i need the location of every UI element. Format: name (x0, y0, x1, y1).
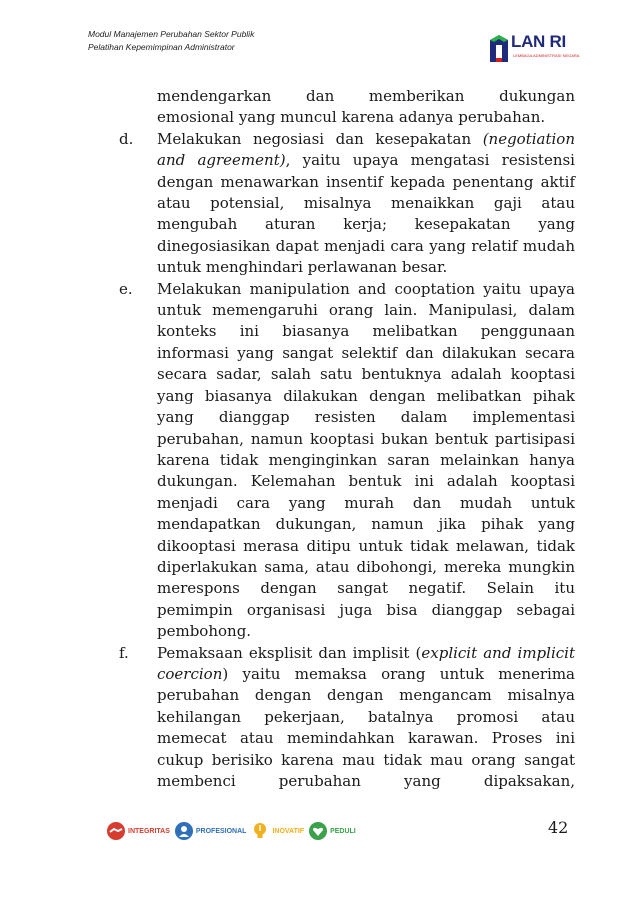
english-term: (negotiation and agreement) (157, 129, 575, 170)
care-hands-icon (308, 821, 328, 841)
body-content (119, 86, 575, 792)
header-module-title: Modul Manajemen Perubahan Sektor Publik (88, 29, 255, 39)
list-item-f (119, 643, 575, 793)
value-peduli (308, 821, 356, 841)
core-values-footer (106, 818, 356, 844)
professional-icon (174, 821, 194, 841)
value-integritas (106, 821, 170, 841)
continued-paragraph (119, 86, 575, 129)
list-marker: e. (119, 279, 133, 298)
list-item-text: Melakukan negosiasi dan kesepakatan (negotiation and agreement), yaitu upaya mengatasi resistensi dengan menawarkan insentif kepada penentang aktif atau potensial, misalnya menaikkan gaji atau mengubah aturan kerja; kesepakatan yang dinegosiasikan dapat menjadi cara yang relatif mudah untuk menghindari perlawanan besar. (157, 129, 575, 277)
list-item-text: Melakukan manipulation and cooptation yaitu upaya untuk memengaruhi orang lain. Manipulasi, dalam konteks ini biasanya melibatkan penggunaan informasi yang sangat selektif dan dilakukan secara secara sadar, salah satu bentuknya adalah kooptasi yang biasanya dilakukan dengan melibatkan pihak yang dianggap resisten dalam implementasi perubahan, namun kooptasi bukan bentuk partisipasi karena tidak menginginkan saran melainkan hanya dukungan. Kelemahan bentuk ini adalah kooptasi menjadi cara yang murah dan mudah untuk mendapatkan dukungan, namun jika pihak yang dikooptasi merasa ditipu untuk tidak melawan, tidak diperlakukan sama, atau dibohongi, mereka mungkin merespons dengan sangat negatif. Selain itu pemimpin organisasi juga bisa dianggap sebagai pembohong. (157, 279, 575, 641)
page-number: 42 (548, 818, 569, 837)
value-inovatif (250, 821, 304, 841)
value-label: PEDULI (330, 827, 356, 835)
list-item-d (119, 129, 575, 279)
running-header (88, 28, 254, 54)
handshake-icon (106, 821, 126, 841)
list-marker: f. (119, 643, 129, 662)
header-training-title: Pelatihan Kepemimpinan Administrator (88, 42, 235, 52)
continued-line-1: mendengarkan dan memberikan dukungan (157, 87, 575, 105)
value-label: PROFESIONAL (195, 827, 247, 835)
list-marker: d. (119, 129, 134, 148)
value-label: INTEGRITAS (128, 827, 170, 835)
lan-ri-logo (487, 30, 580, 70)
logo-name: LAN RI (511, 32, 566, 51)
list-item-text: Pemaksaan eksplisit dan implisit (explicit and implicit coercion) yaitu memaksa orang untuk menerima perubahan dengan dengan mengancam misalnya kehilangan pekerjaan, batalnya promosi atau memecat atau memindahkan karawan. Proses ini cukup berisiko karena mau tidak mau orang sangat membenci perubahan yang dipaksakan, (157, 643, 575, 790)
value-label: INOVATIF (272, 827, 305, 835)
list-item-e (119, 279, 575, 643)
continued-line-2: emosional yang muncul karena adanya perubahan. (157, 108, 546, 127)
english-term: explicit and implicit coercion (157, 643, 575, 683)
lightbulb-icon (250, 821, 270, 841)
value-profesional (174, 821, 247, 841)
logo-subtitle: LEMBAGA ADMINISTRASI NEGARA (513, 53, 580, 58)
lan-logo-mark-icon (487, 32, 511, 66)
